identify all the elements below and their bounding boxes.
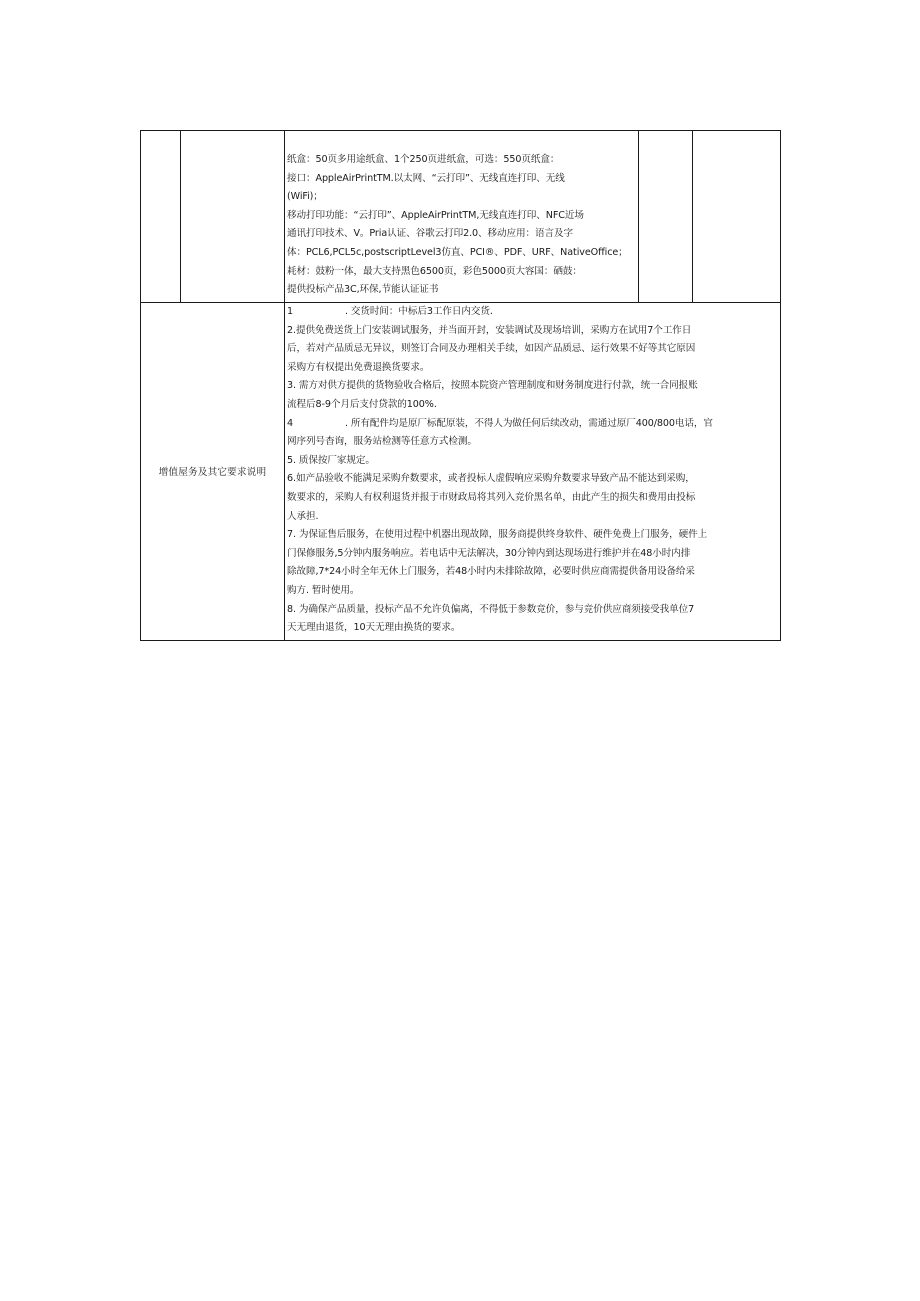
item-text: . 所有配件均是原厂标配原装，不得人为做任何后续改动，需通过原厂400/800电话，官 <box>345 417 713 429</box>
requirement-item-1 <box>287 303 776 322</box>
requirements-label: 增值屋务及其它要求说明 <box>141 303 285 641</box>
requirement-item-2-line: 2.提供免费送货上门安装调试服务，并当面开封，安装调试及现场培训，采购方在试用7个工作日 <box>287 324 692 336</box>
spec-line: 纸盒：50页多用途纸盒、1个250页进纸盒，可选：550页纸盒： <box>287 154 560 165</box>
requirements-content <box>285 303 781 641</box>
requirement-item-6-line: 数要求的，采购人有权利退货并报于市财政局将其列入竞价黑名单，由此产生的损失和费用由投标 <box>287 491 696 503</box>
requirement-item-4 <box>287 415 776 434</box>
spec-line: (WiFi)； <box>287 191 323 203</box>
item-name-cell <box>181 131 285 303</box>
requirement-item-3-line: 流程后8-9个月后支付贷款的100%. <box>287 398 437 410</box>
requirement-item-5: 5. 质保按厂家规定。 <box>287 454 375 466</box>
requirement-item-7-line: 门保修服务,5分钟内服务响应。若电话中无法解决，30分钟内到达现场进行维护并在48小时内排 <box>287 547 691 559</box>
spec-line: 提供投标产品3C,环保,节能认证证书 <box>287 284 439 296</box>
requirement-item-8-line: 8. 为确保产品质量，投标产品不允许负偏离，不得低于参数竞价，参与竞价供应商须接受我单位7 <box>287 603 695 615</box>
spec-cell <box>285 131 639 303</box>
spec-line: 体：PCL6,PCL5c,postscriptLevel3仿直、PCI®、PDF、URF、NativeOffice； <box>287 246 628 258</box>
requirements-row <box>141 303 781 641</box>
requirement-item-3-line: 3. 需方对供方提供的货物验收合格后，按照本院资产管理制度和财务制度进行付款，统一合同报账 <box>287 380 698 392</box>
item-number: 1 <box>287 306 294 317</box>
requirement-item-6-line: 人承担. <box>287 510 319 522</box>
requirement-item-7-line: 除故障,7*24小时全年无休上门服务，若48小时内未排除故障，必要时供应商需提供备用设备给采 <box>287 566 695 578</box>
spec-line: 通讯打印技术、V。Pria认证、谷歌云打印2.0、移动应用：语言及字 <box>287 228 573 240</box>
remark-cell <box>693 131 781 303</box>
requirement-item-2-line: 采购方有权提出免费退换货要求。 <box>287 361 430 373</box>
requirement-item-7-line: 购方. 暂时使用。 <box>287 584 360 596</box>
item-text: . 交货时间：中标后3工作日内交货. <box>345 306 493 317</box>
requirement-item-4-line: 网序列号杳询，服务站检测等任意方式检测。 <box>287 436 477 448</box>
quantity-cell <box>639 131 693 303</box>
spec-row <box>141 131 781 303</box>
requirement-item-2-line: 后，若对产品质忌无异议，则签订合同及办理相关手续，如因产品质忌、运行效果不好等其它原因 <box>287 343 696 355</box>
spec-line: 移动打印功能：“云打印”、AppleAirPrintTM,无线直连打印、NFC近场 <box>287 209 584 221</box>
requirement-item-6-line: 6.如产品验收不能满足采购弁数要求，或者投标人虚假响应采购弁数要求导致产品不能达到采购， <box>287 473 695 485</box>
requirement-item-8-line: 天无理由退货，10天无理由换货的要求。 <box>287 622 461 634</box>
seq-cell <box>141 131 181 303</box>
item-number: 4 <box>287 417 294 429</box>
spec-line: 耗材：鼓粉一体，最大支持黑色6500页，彩色5000页大容国：硒鼓： <box>287 265 582 277</box>
requirement-item-7-line: 7. 为保证售后服务，在使用过程中机器出现故障，服务商提供终身软件、硬件免费上门服务，硬件上 <box>287 529 708 541</box>
spec-line: 接口：AppleAirPrintTM.以太网、“云打印”、无线直连打印、无线 <box>287 172 565 184</box>
procurement-spec-table <box>140 130 781 641</box>
